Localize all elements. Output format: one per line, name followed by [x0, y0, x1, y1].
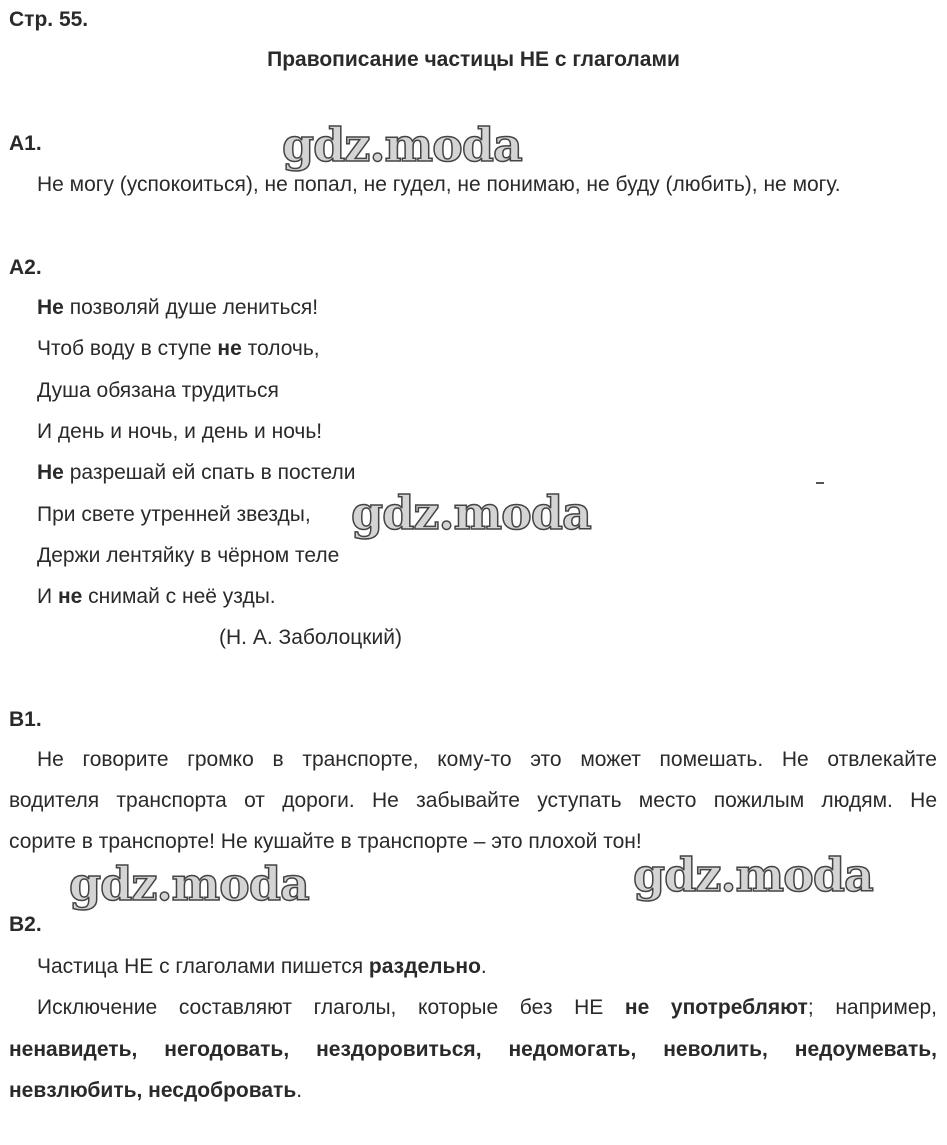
- poem-line: Держи лентяйку в чёрном теле: [37, 544, 340, 567]
- section-label-b2: В2.: [9, 913, 42, 936]
- a1-answer: Не могу (успокоиться), не попал, не гудел, не понимаю, не буду (любить), не могу.: [37, 173, 841, 196]
- poem-line: При свете утренней звезды,: [37, 503, 311, 526]
- section-label-a1: А1.: [9, 132, 42, 155]
- poem-line: И не снимай с неё узды.: [37, 585, 276, 608]
- stray-mark: [816, 482, 824, 484]
- poem-line: Чтоб воду в ступе не толочь,: [37, 337, 320, 360]
- b2-line-4: невзлюбить, несдобровать.: [9, 1079, 303, 1102]
- page-title: Правописание частицы НЕ с глаголами: [267, 48, 680, 71]
- watermark: gdz.moda: [282, 118, 522, 172]
- b2-line-2: Исключение составляют глаголы, которые без НЕ не употребляют; например,: [37, 996, 938, 1019]
- poem-line: И день и ночь, и день и ночь!: [37, 420, 323, 443]
- b1-line-2: водителя транспорта от дороги. Не забывайте уступать место пожилым людям. Не: [9, 789, 937, 812]
- watermark: gdz.moda: [633, 848, 873, 902]
- poem-line: Не позволяй душе лениться!: [37, 296, 319, 319]
- b1-line-3: сорите в транспорте! Не кушайте в транспорте – это плохой тон!: [9, 830, 642, 853]
- b1-line-1: Не говорите громко в транспорте, кому-то это может помешать. Не отвлекайте: [37, 748, 937, 771]
- page-number: Стр. 55.: [9, 8, 89, 31]
- b2-line-1: Частица НЕ с глаголами пишется раздельно.: [37, 955, 487, 978]
- poem-line: Душа обязана трудиться: [37, 379, 279, 402]
- section-label-b1: В1.: [9, 708, 42, 731]
- poem-author: (Н. А. Заболоцкий): [219, 626, 402, 649]
- poem-line: Не разрешай ей спать в постели: [37, 461, 356, 484]
- watermark: gdz.moda: [351, 486, 591, 540]
- section-label-a2: А2.: [9, 256, 42, 279]
- b2-line-3: ненавидеть, негодовать, нездоровиться, недомогать, неволить, недоумевать,: [9, 1038, 937, 1061]
- watermark: gdz.moda: [69, 857, 309, 911]
